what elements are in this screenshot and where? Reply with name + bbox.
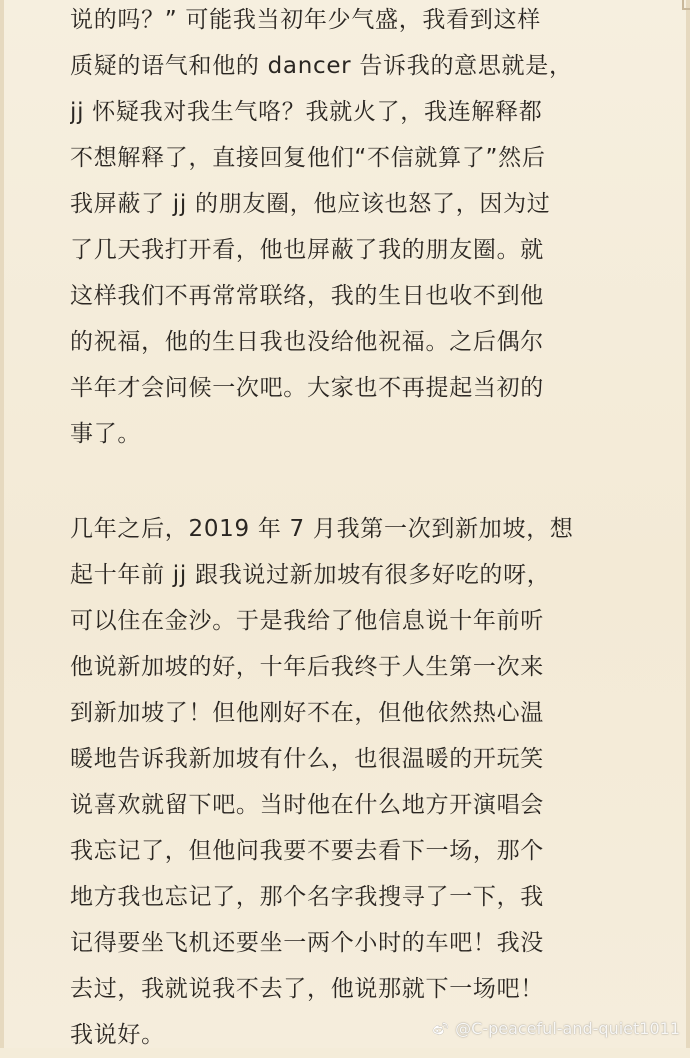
text-line: 到新加坡了！但他刚好不在，但他依然热心温 bbox=[70, 700, 544, 726]
text-line: 可以住在金沙。于是我给了他信息说十年前听 bbox=[70, 608, 544, 634]
paragraph-2 bbox=[70, 506, 650, 1058]
corner-mark bbox=[682, 0, 690, 10]
text-line: 记得要坐飞机还要坐一两个小时的车吧！我没 bbox=[70, 930, 544, 956]
text-line: 的祝福，他的生日我也没给他祝福。之后偶尔 bbox=[70, 329, 544, 355]
watermark-text: @C-peaceful-and-quiet1011 bbox=[455, 1019, 680, 1038]
text-line: 说喜欢就留下吧。当时他在什么地方开演唱会 bbox=[70, 792, 544, 818]
left-border bbox=[0, 0, 4, 1048]
text-line: 质疑的语气和他的 dancer 告诉我的意思就是， bbox=[70, 53, 573, 79]
text-line: 我屏蔽了 jj 的朋友圈，他应该也怒了，因为过 bbox=[70, 191, 551, 217]
text-line: 这样我们不再常常联络，我的生日也收不到他 bbox=[70, 283, 544, 309]
text-line: jj 怀疑我对我生气咯？我就火了，我连解释都 bbox=[70, 99, 543, 125]
text-line: 他说新加坡的好，十年后我终于人生第一次来 bbox=[70, 654, 544, 680]
text-line: 去过，我就说我不去了，他说那就下一场吧！ bbox=[70, 976, 544, 1002]
text-line: 说的吗？” 可能我当初年少气盛，我看到这样 bbox=[70, 7, 541, 33]
text-line: 我说好。 bbox=[70, 1022, 165, 1048]
text-line: 了几天我打开看，他也屏蔽了我的朋友圈。就 bbox=[70, 237, 544, 263]
paragraph-gap bbox=[70, 457, 650, 506]
text-line: 几年之后，2019 年 7 月我第一次到新加坡，想 bbox=[70, 516, 574, 542]
watermark bbox=[431, 1019, 680, 1038]
text-line: 事了。 bbox=[70, 421, 142, 447]
weibo-icon bbox=[431, 1020, 449, 1038]
paragraph-1 bbox=[70, 0, 650, 457]
article-text bbox=[70, 0, 650, 1058]
text-line: 不想解释了，直接回复他们“不信就算了”然后 bbox=[70, 145, 546, 171]
text-line: 起十年前 jj 跟我说过新加坡有很多好吃的呀， bbox=[70, 562, 551, 588]
text-line: 半年才会问候一次吧。大家也不再提起当初的 bbox=[70, 375, 544, 401]
right-border bbox=[686, 0, 690, 1048]
text-line: 暖地告诉我新加坡有什么，也很温暖的开玩笑 bbox=[70, 746, 544, 772]
text-line: 地方我也忘记了，那个名字我搜寻了一下，我 bbox=[70, 884, 544, 910]
text-line: 我忘记了，但他问我要不要去看下一场，那个 bbox=[70, 838, 544, 864]
